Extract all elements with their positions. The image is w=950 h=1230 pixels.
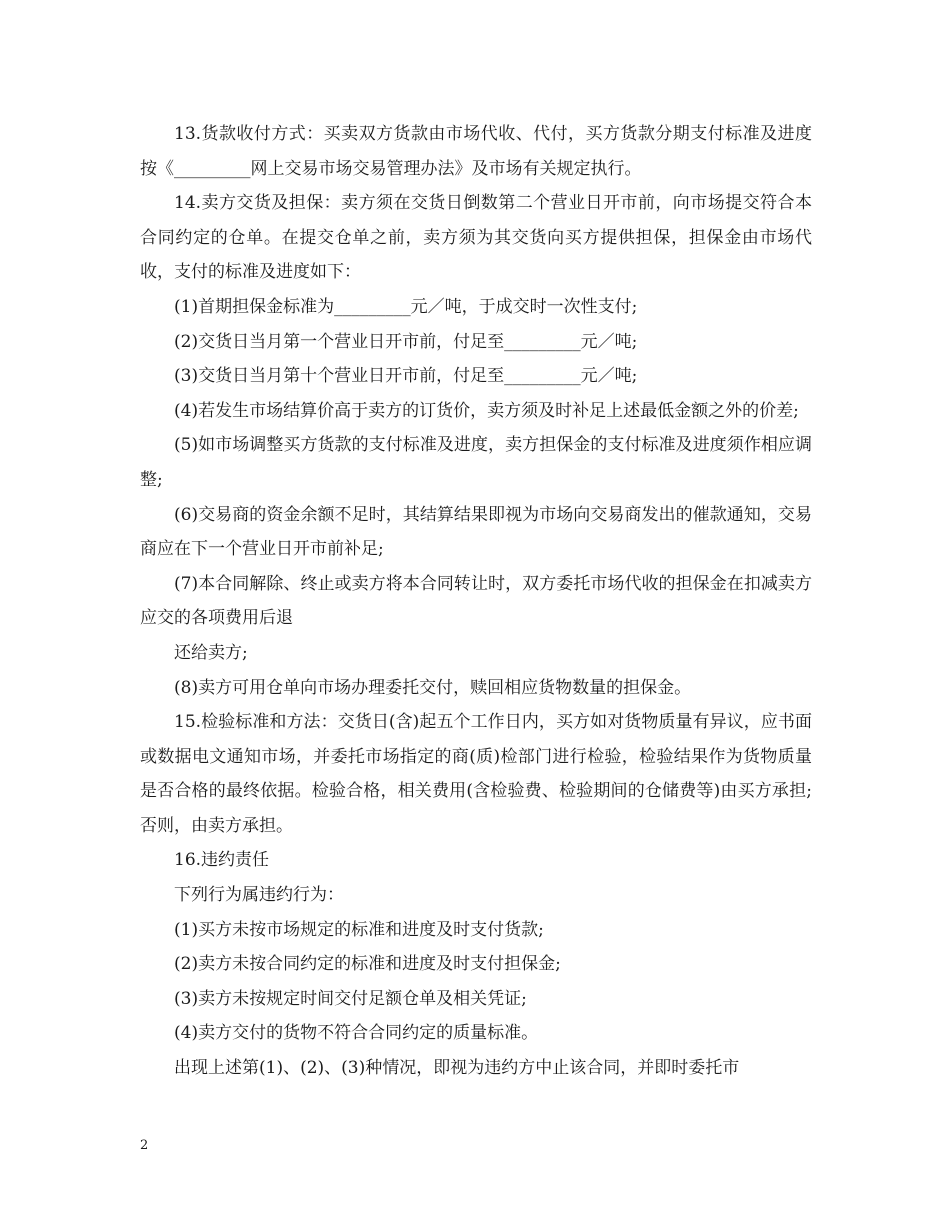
breach-item-4: (4)卖方交付的货物不符合合同约定的质量标准。 xyxy=(174,1023,539,1044)
breach-item-2: (2)卖方未按合同约定的标准和进度及时支付担保金; xyxy=(174,954,561,975)
guarantee-item-6: (6)交易商的资金余额不足时，其结算结果即视为市场向交易商发出的催款通知，交易商应在下一个营业日开市前补足; xyxy=(140,504,812,560)
guarantee-item-5: (5)如市场调整买方货款的支付标准及进度，卖方担保金的支付标准及进度须作相应调整; xyxy=(140,435,812,490)
document-body xyxy=(140,117,812,1086)
page-number: 2 xyxy=(140,1138,149,1153)
breach-item-3: (3)卖方未按规定时间交付足额仓单及相关凭证; xyxy=(174,988,527,1009)
guarantee-item-8: (8)卖方可用仓单向市场办理委托交付，赎回相应货物数量的担保金。 xyxy=(174,677,692,698)
guarantee-item-1: (1)首期担保金标准为_________元／吨，于成交时一次性支付; xyxy=(174,296,638,317)
clause-16-heading: 16.违约责任 xyxy=(174,850,270,871)
guarantee-item-2: (2)交货日当月第一个营业日开市前，付足至_________元／吨; xyxy=(174,331,638,352)
breach-item-1: (1)买方未按市场规定的标准和进度及时支付货款; xyxy=(174,919,544,940)
breach-intro: 下列行为属违约行为： xyxy=(174,885,344,906)
clause-13-payment: 13.货款收付方式：买卖双方货款由市场代收、代付，买方货款分期支付标准及进度按《_________网上交易市场交易管理办法》及市场有关规定执行。 xyxy=(140,124,812,179)
guarantee-item-3: (3)交货日当月第十个营业日开市前，付足至_________元／吨; xyxy=(174,366,638,387)
guarantee-item-7-continued: 还给卖方; xyxy=(174,642,248,663)
guarantee-item-7: (7)本合同解除、终止或卖方将本合同转让时，双方委托市场代收的担保金在扣减卖方应交的各项费用后退 xyxy=(140,573,812,629)
guarantee-item-4: (4)若发生市场结算价高于卖方的订货价，卖方须及时补足上述最低金额之外的价差; xyxy=(174,400,799,421)
clause-15-inspection: 15.检验标准和方法：交货日(含)起五个工作日内，买方如对货物质量有异议，应书面或数据电文通知市场，并委托市场指定的商(质)检部门进行检验，检验结果作为货物质量是否合格的最终依据。检验合格，相关费用(含检验费、检验期间的仓储费等)由买方承担;否则，由卖方承担。 xyxy=(140,712,812,836)
clause-14-delivery-guarantee: 14.卖方交货及担保：卖方须在交货日倒数第二个营业日开市前，向市场提交符合本合同约定的仓单。在提交仓单之前，卖方须为其交货向买方提供担保，担保金由市场代收，支付的标准及进度如下： xyxy=(140,193,812,283)
breach-consequence: 出现上述第(1)、(2)、(3)种情况，即视为违约方中止该合同，并即时委托市 xyxy=(174,1058,740,1079)
